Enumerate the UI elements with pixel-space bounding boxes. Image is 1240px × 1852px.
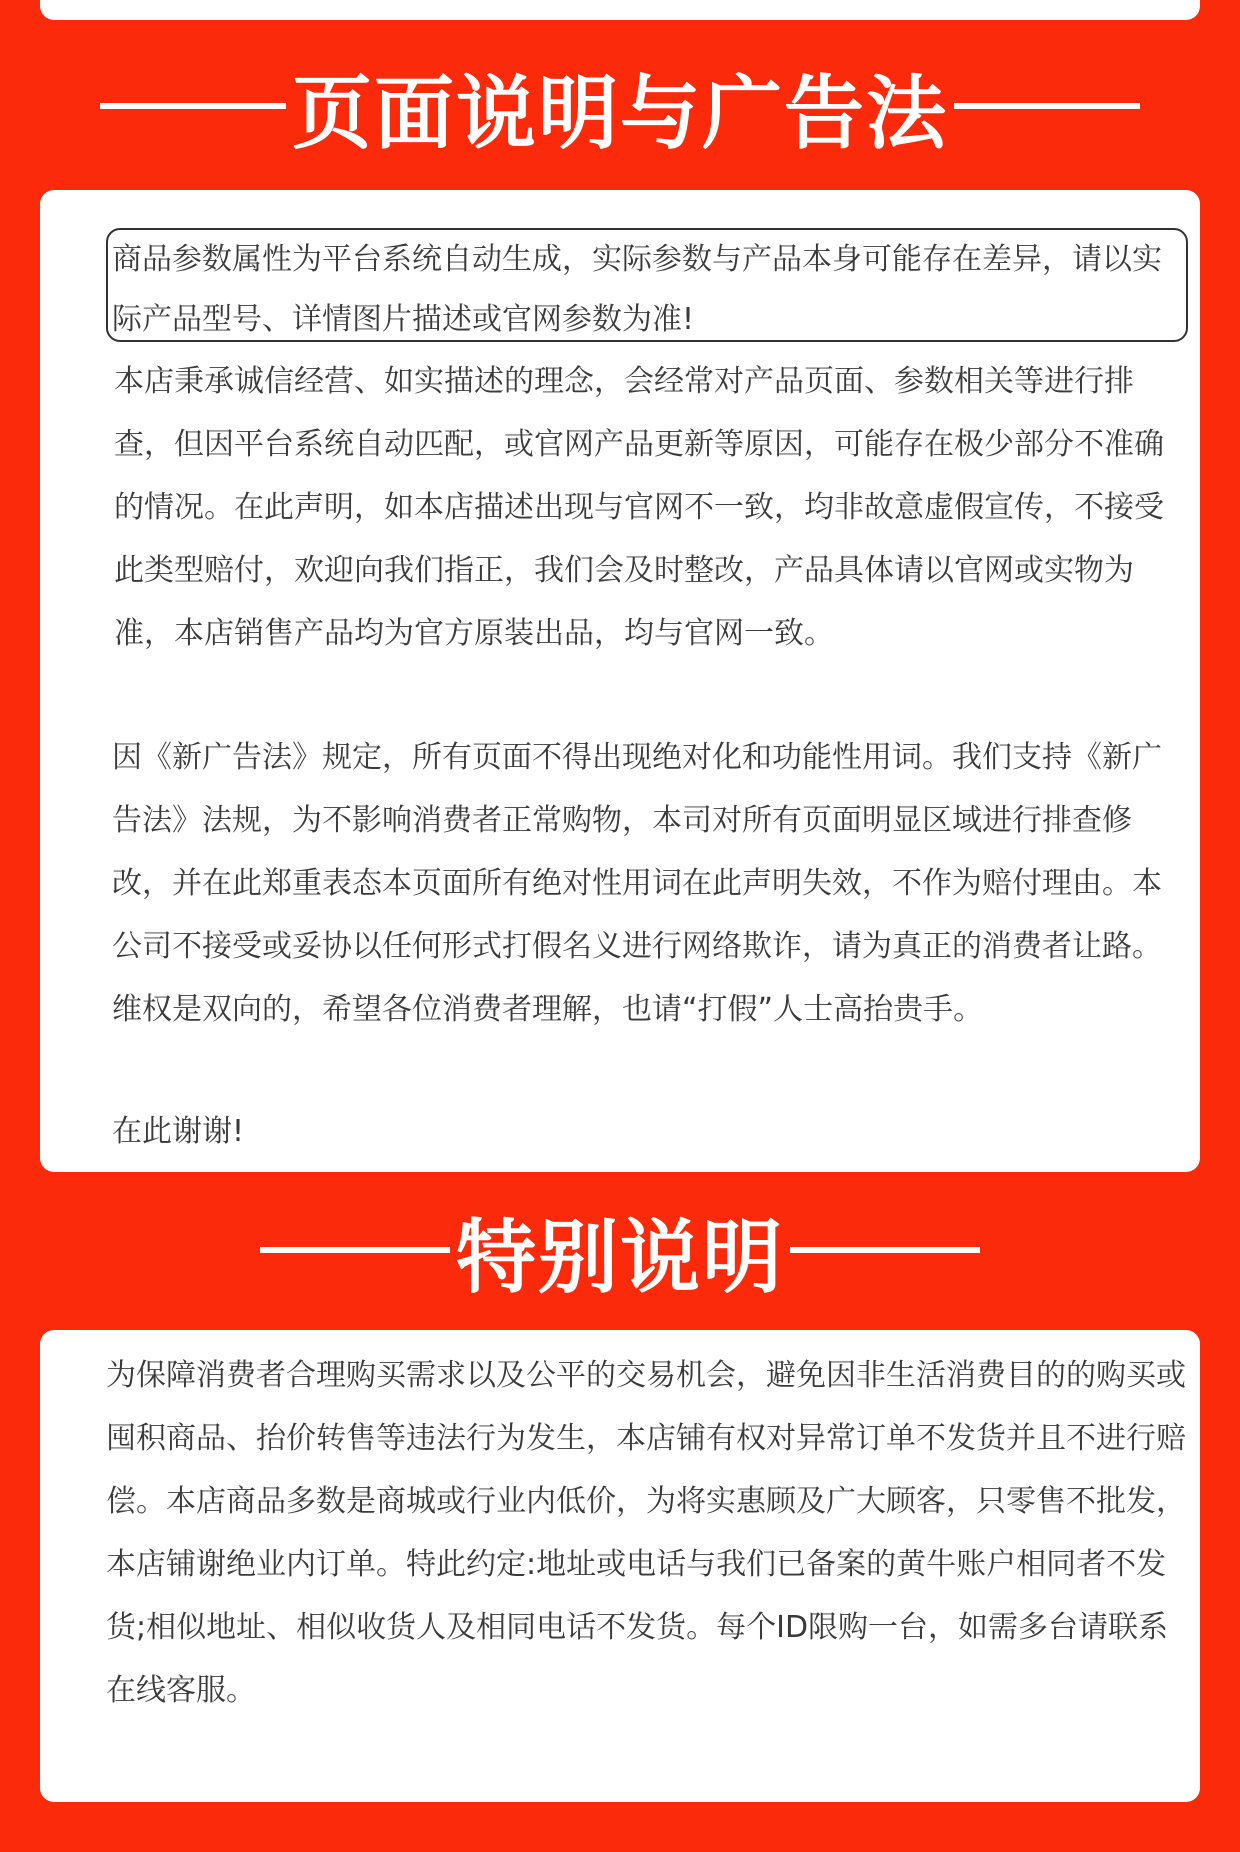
ad-notice-card [40, 190, 1200, 1172]
heading-line-left [100, 103, 286, 109]
top-card-remnant [40, 0, 1200, 20]
special-section-heading [0, 1200, 1240, 1304]
heading-line-right [954, 103, 1140, 109]
ad-section-title: 页面说明与广告法 [292, 66, 948, 160]
thanks-text: 在此谢谢! [112, 1114, 245, 1149]
special-notice-text: 为保障消费者合理购买需求以及公平的交易机会，避免因非生活消费目的的购买或囤积商品、抬价转售等违法行为发生，本店铺有权对异常订单不发货并且不进行赔偿。本店商品多数是商城或行业内低价，为将实惠顾及广大顾客，只零售不批发，本店铺谢绝业内订单。特此约定:地址或电话与我们已备案的黄牛账户相同者不发货;相似地址、相似收货人及相同电话不发货。每个ID限购一台，如需多台请联系在线客服。 [106, 1358, 1186, 1708]
advertising-law-statement: 因《新广告法》规定，所有页面不得出现绝对化和功能性用词。我们支持《新广告法》法规，为不影响消费者正常购物，本司对所有页面明显区域进行排查修改，并在此郑重表态本页面所有绝对性用词在此声明失效，不作为赔付理由。本公司不接受或妥协以任何形式打假名义进行网络欺诈，请为真正的消费者让路。维权是双向的，希望各位消费者理解，也请“打假”人士高抬贵手。 [112, 740, 1162, 1027]
parameter-notice-box: 商品参数属性为平台系统自动生成，实际参数与产品本身可能存在差异，请以实际产品型号、详情图片描述或官网参数为准! [106, 228, 1188, 342]
special-section-title: 特别说明 [456, 1210, 784, 1304]
heading-line-right [790, 1247, 980, 1253]
heading-line-left [260, 1247, 450, 1253]
ad-section-heading [0, 56, 1240, 160]
special-notice-card [40, 1330, 1200, 1802]
integrity-statement: 本店秉承诚信经营、如实描述的理念，会经常对产品页面、参数相关等进行排查，但因平台系统自动匹配，或官网产品更新等原因，可能存在极少部分不准确的情况。在此声明，如本店描述出现与官网不一致，均非故意虚假宣传，不接受此类型赔付，欢迎向我们指正，我们会及时整改，产品具体请以官网或实物为准，本店销售产品均为官方原装出品，均与官网一致。 [114, 364, 1164, 651]
